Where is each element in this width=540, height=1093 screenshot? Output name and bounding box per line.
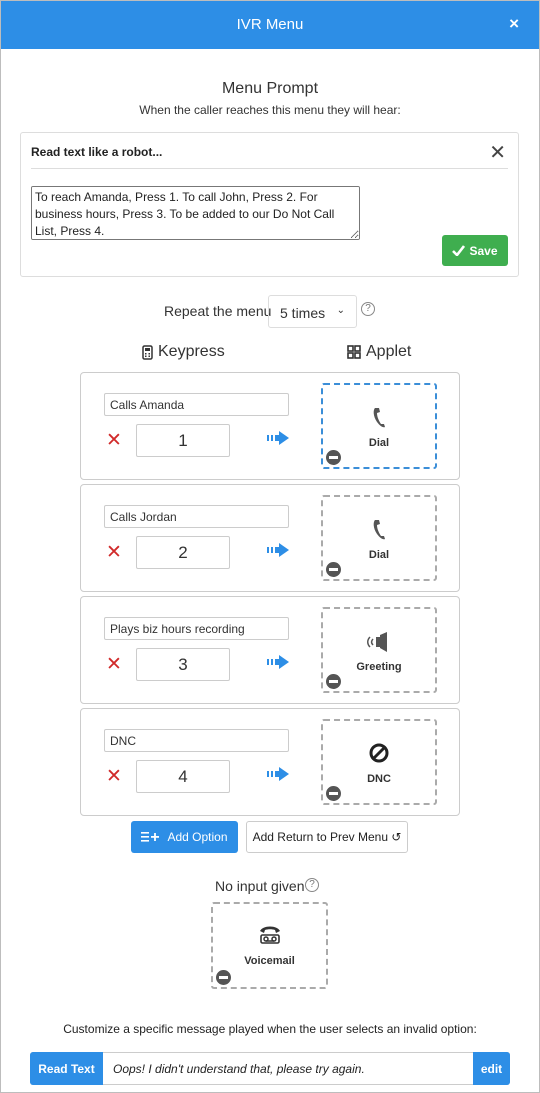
- add-option-label: Add Option: [167, 830, 228, 844]
- arrow-right-icon: [267, 655, 289, 669]
- arrow-right-icon: [267, 543, 289, 557]
- keypress-heading-label: Keypress: [158, 343, 225, 360]
- add-return-button[interactable]: Add Return to Prev Menu ↺: [246, 821, 408, 853]
- keypress-input[interactable]: 1: [136, 424, 230, 457]
- option-label-input[interactable]: Calls Amanda: [104, 393, 289, 416]
- keypress-input[interactable]: 4: [136, 760, 230, 793]
- save-button[interactable]: [442, 235, 508, 266]
- no-entry-icon: [323, 743, 435, 768]
- applet-drop-zone[interactable]: [321, 607, 437, 693]
- edit-button[interactable]: edit: [473, 1052, 510, 1085]
- delete-icon[interactable]: ✕: [106, 766, 122, 787]
- repeat-value: 5 times: [280, 305, 326, 321]
- phone-keypad-icon: [142, 345, 153, 360]
- menu-option-card: [80, 708, 460, 816]
- delete-icon[interactable]: ✕: [106, 542, 122, 563]
- chevron-down-icon: ⌄: [336, 305, 345, 316]
- applet-name: DNC: [367, 773, 391, 785]
- dialog-title: IVR Menu: [236, 16, 304, 33]
- remove-applet-icon[interactable]: [326, 450, 341, 465]
- arrow-right-icon: [267, 431, 289, 445]
- option-label-input[interactable]: Calls Jordan: [104, 505, 289, 528]
- option-label-input[interactable]: DNC: [104, 729, 289, 752]
- applet-heading-label: Applet: [366, 343, 412, 360]
- menu-option-card: [80, 372, 460, 480]
- keypress-input[interactable]: 2: [136, 536, 230, 569]
- applet-name: Greeting: [356, 661, 402, 673]
- prompt-heading: Menu Prompt: [221, 80, 319, 97]
- check-icon: [452, 245, 465, 256]
- grid-icon: [347, 345, 361, 359]
- applet-drop-zone[interactable]: [321, 719, 437, 805]
- close-icon[interactable]: ✕: [489, 142, 506, 164]
- invalid-option-message: Oops! I didn't understand that, please try again.: [113, 1062, 365, 1076]
- prompt-text-field[interactable]: [31, 186, 360, 240]
- applet-drop-zone[interactable]: [321, 383, 437, 469]
- help-icon[interactable]: ?: [305, 878, 319, 892]
- add-option-button[interactable]: [131, 821, 238, 853]
- applet-name: Dial: [368, 437, 390, 449]
- no-input-applet-drop-zone[interactable]: [211, 902, 328, 989]
- menu-option-card: [80, 484, 460, 592]
- phone-icon: [323, 407, 435, 434]
- invalid-option-label: Customize a specific message played when the user selects an invalid option:: [63, 1022, 477, 1036]
- applet-drop-zone[interactable]: [321, 495, 437, 581]
- option-label-input[interactable]: Plays biz hours recording: [104, 617, 289, 640]
- keypress-column-heading: [142, 343, 225, 361]
- divider: [31, 168, 508, 169]
- list-add-icon: [141, 831, 159, 843]
- repeat-label: Repeat the menu: [164, 303, 272, 319]
- voicemail-icon: [213, 924, 326, 949]
- arrow-right-icon: [267, 767, 289, 781]
- applet-name: Dial: [368, 549, 390, 561]
- close-icon[interactable]: ×: [509, 14, 519, 33]
- invalid-option-message-row: [30, 1052, 510, 1085]
- menu-option-card: [80, 596, 460, 704]
- help-icon[interactable]: ?: [361, 302, 375, 316]
- speaker-icon: [323, 631, 435, 658]
- no-input-label: No input given: [215, 878, 305, 894]
- read-text-button[interactable]: Read Text: [30, 1052, 103, 1085]
- remove-applet-icon[interactable]: [326, 674, 341, 689]
- save-label: Save: [469, 243, 498, 258]
- remove-applet-icon[interactable]: [326, 562, 341, 577]
- applet-column-heading: [347, 343, 411, 361]
- title-bar: [1, 1, 539, 49]
- remove-applet-icon[interactable]: [326, 786, 341, 801]
- delete-icon[interactable]: ✕: [106, 654, 122, 675]
- applet-name: Voicemail: [244, 955, 295, 967]
- prompt-subheading: When the caller reaches this menu they will hear:: [139, 103, 401, 117]
- delete-icon[interactable]: ✕: [106, 430, 122, 451]
- prompt-card-title: Read text like a robot...: [31, 145, 163, 159]
- phone-icon: [323, 519, 435, 546]
- remove-applet-icon[interactable]: [216, 970, 231, 985]
- prompt-card: [20, 132, 519, 277]
- keypress-input[interactable]: 3: [136, 648, 230, 681]
- repeat-select[interactable]: [268, 295, 357, 328]
